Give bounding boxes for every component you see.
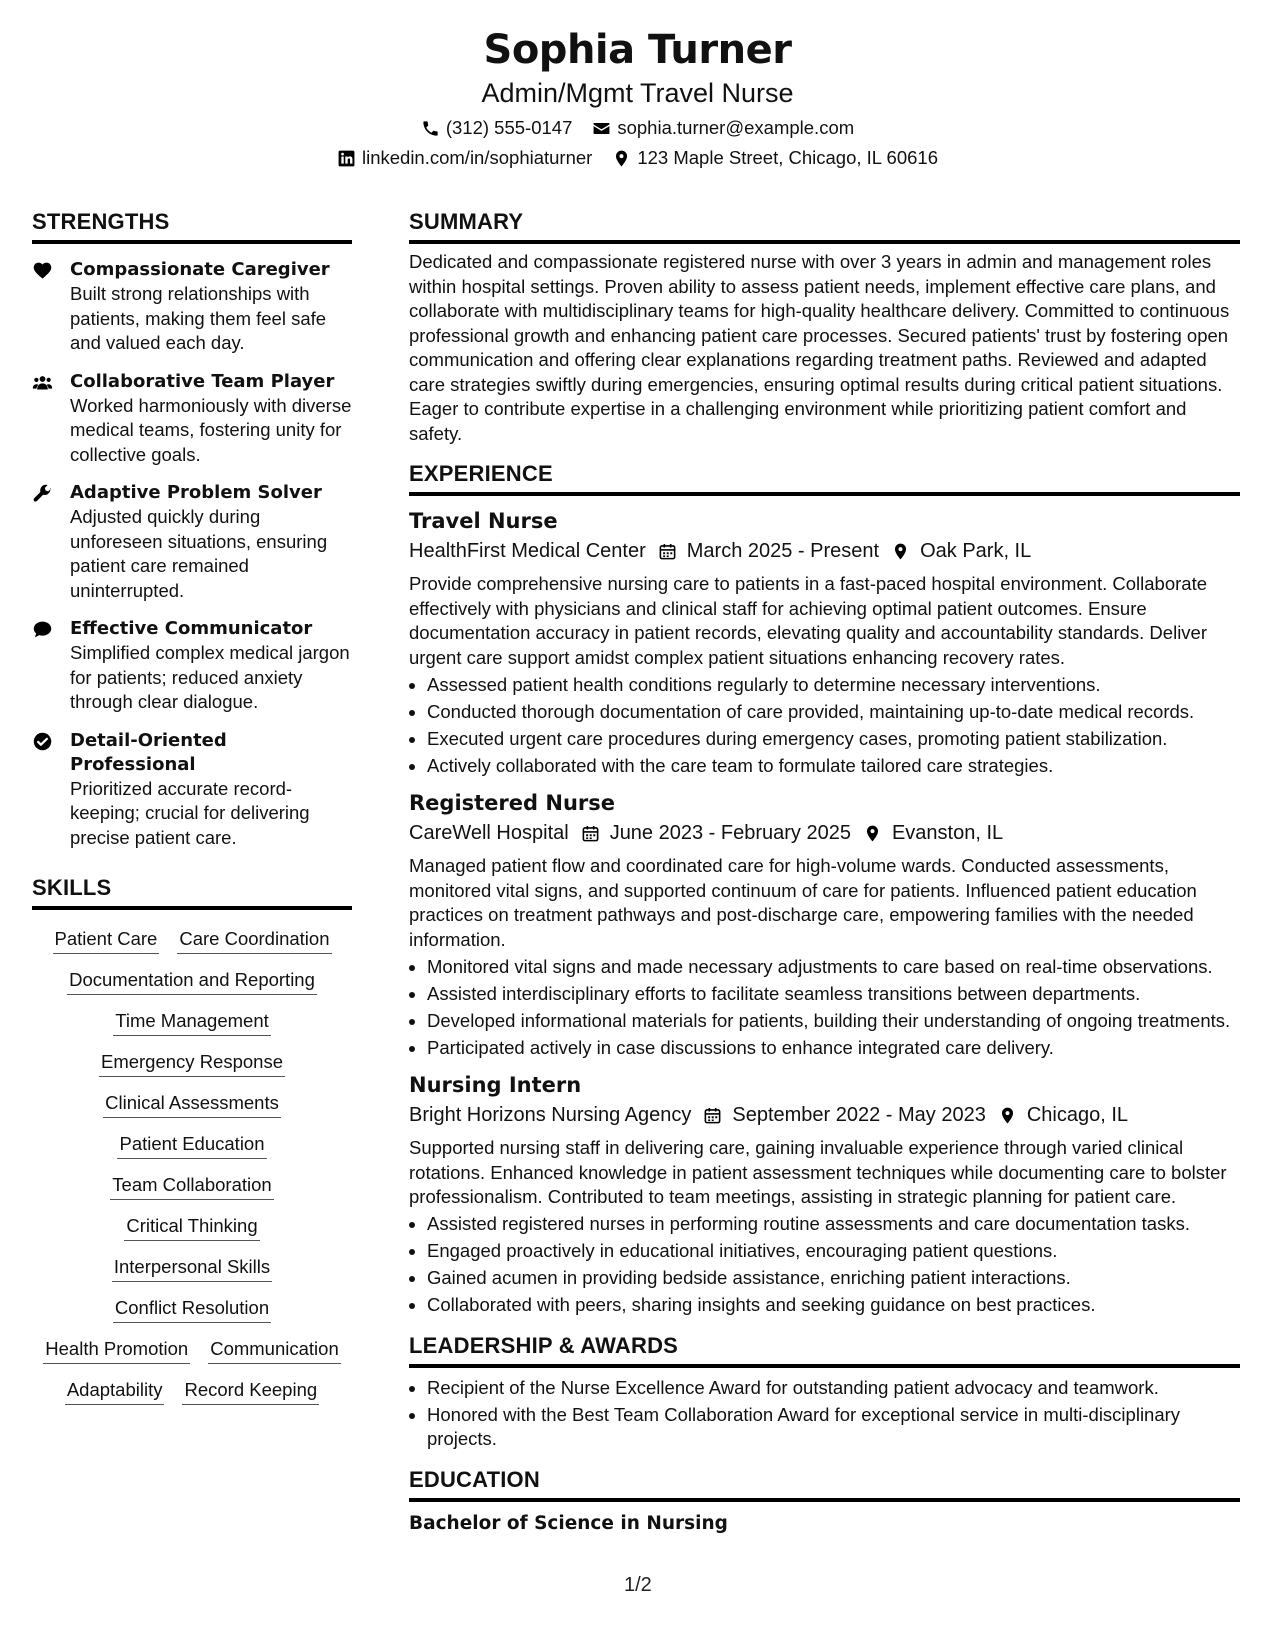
job-bullet: • Assisted registered nurses in performing routine assessments and care documentation tasks.: [427, 1212, 1240, 1237]
experience-section: [409, 460, 1240, 1318]
job-location: Oak Park, IL: [920, 540, 1032, 562]
skill-tag: Record Keeping: [182, 1377, 319, 1405]
job-bullets: [409, 673, 1240, 779]
job-meta: [409, 1100, 1240, 1130]
job-bullet: • Gained acumen in providing bedside assistance, enriching patient interactions.: [427, 1266, 1240, 1291]
experience-heading: EXPERIENCE: [409, 461, 553, 486]
award-item: • Recipient of the Nurse Excellence Award for outstanding patient advocacy and teamwork.: [427, 1376, 1240, 1401]
job-entry: [409, 506, 1240, 778]
strength-title: Effective Communicator: [70, 618, 313, 639]
section-divider: [32, 240, 352, 244]
job-title: Travel Nurse: [409, 509, 558, 533]
email-contact[interactable]: [592, 116, 854, 140]
skill-tag: Health Promotion: [43, 1336, 190, 1364]
skill-tag: Team Collaboration: [110, 1172, 273, 1200]
strength-desc: Worked harmoniously with diverse medical teams, fostering unity for collective goals.: [70, 394, 352, 465]
left-column: [32, 208, 352, 1405]
skill-tag: Communication: [208, 1336, 341, 1364]
skill-tag: Conflict Resolution: [113, 1295, 271, 1323]
strength-desc: Prioritized accurate record-keeping; crucial for delivering precise patient care.: [70, 777, 310, 848]
contact-row-1: [0, 116, 1275, 140]
speech-bubble-icon: [32, 619, 53, 640]
education-section: [409, 1466, 1240, 1536]
envelope-icon: [592, 119, 611, 138]
map-pin-icon: [612, 149, 631, 168]
skill-tag: Patient Education: [117, 1131, 266, 1159]
calendar-icon: [581, 824, 600, 843]
skill-tag: Adaptability: [65, 1377, 165, 1405]
skills-list: [32, 918, 352, 1405]
strength-title: Collaborative Team Player: [70, 370, 335, 392]
job-bullet: • Monitored vital signs and made necessary adjustments to care based on real-time observations.: [427, 955, 1240, 980]
skill-tag: Emergency Response: [99, 1049, 285, 1077]
phone-icon: [421, 119, 440, 138]
strength-item: [32, 481, 352, 603]
skill-tag: Interpersonal Skills: [112, 1254, 272, 1282]
section-divider: [409, 492, 1240, 496]
section-divider: [409, 240, 1240, 244]
skills-heading: SKILLS: [32, 875, 112, 900]
linkedin-contact[interactable]: [337, 146, 592, 170]
map-pin-icon: [998, 1106, 1017, 1125]
heart-icon: [32, 260, 53, 281]
job-bullet: • Assisted interdisciplinary efforts to facilitate seamless transitions between departments.: [427, 982, 1240, 1007]
strength-desc: Built strong relationships with patients, making them feel safe and valued each day.: [70, 283, 327, 353]
leadership-heading: LEADERSHIP & AWARDS: [409, 1332, 679, 1358]
job-bullet: • Engaged proactively in educational initiatives, encouraging patient questions.: [427, 1239, 1240, 1264]
strength-title: Detail-Oriented Professional: [70, 729, 227, 775]
strengths-heading: STRENGTHS: [32, 209, 170, 234]
strength-title: Compassionate Caregiver: [70, 259, 330, 280]
strength-item: [32, 617, 352, 715]
linkedin-text: linkedin.com/in/sophiaturner: [361, 147, 593, 168]
skill-tag: Clinical Assessments: [103, 1090, 281, 1118]
skill-tag: Time Management: [113, 1008, 271, 1036]
strength-item: [32, 729, 352, 851]
skill-tag: Critical Thinking: [124, 1213, 259, 1241]
job-company: HealthFirst Medical Center: [409, 540, 646, 562]
job-entry: [409, 1070, 1240, 1318]
job-dates: September 2022 - May 2023: [732, 1104, 986, 1126]
calendar-icon: [658, 542, 677, 561]
job-entry: [409, 788, 1240, 1060]
address-text: 123 Maple Street, Chicago, IL 60616: [637, 147, 938, 168]
section-divider: [32, 906, 352, 910]
job-bullet: • Conducted thorough documentation of care provided, maintaining up-to-date medical records.: [427, 700, 1240, 725]
job-bullets: [409, 1212, 1240, 1318]
job-bullet: • Collaborated with peers, sharing insights and seeking guidance on best practices.: [427, 1293, 1240, 1318]
wrench-icon: [32, 483, 53, 504]
job-location: Evanston, IL: [891, 822, 1004, 844]
summary-heading: SUMMARY: [409, 209, 524, 234]
check-circle-icon: [32, 731, 53, 752]
job-company: CareWell Hospital: [409, 822, 569, 844]
linkedin-icon: [337, 149, 356, 168]
skill-tag: Care Coordination: [177, 926, 331, 954]
page-number: 1/2: [624, 1574, 652, 1596]
skill-tag: Documentation and Reporting: [67, 967, 317, 995]
strength-desc: Simplified complex medical jargon for patients; reduced anxiety through clear dialogue.: [70, 642, 350, 712]
job-bullet: • Executed urgent care procedures during emergency cases, promoting patient stabilization.: [427, 727, 1240, 752]
right-column: [409, 208, 1240, 1536]
candidate-name: Sophia Turner: [483, 27, 792, 73]
job-bullet: • Participated actively in case discussions to enhance integrated care delivery.: [427, 1036, 1240, 1061]
map-pin-icon: [891, 542, 910, 561]
section-divider: [409, 1498, 1240, 1502]
candidate-role: Admin/Mgmt Travel Nurse: [481, 78, 794, 108]
job-meta: [409, 536, 1240, 566]
job-bullet: • Assessed patient health conditions regularly to determine necessary interventions.: [427, 673, 1240, 698]
job-description: Provide comprehensive nursing care to patients in a fast-paced hospital environment. Collaborate effectively with physicians and clinical staff for achieving optimal patient outcomes. Ensure documentation accuracy in patient records, elevating quality and accountability standards. Deliver urgent care support amidst complex patient situations enhancing recovery rates.: [409, 573, 1208, 668]
resume-header: [0, 24, 1275, 170]
section-divider: [409, 1364, 1240, 1368]
job-dates: June 2023 - February 2025: [609, 822, 851, 844]
job-title: Registered Nurse: [409, 791, 615, 815]
summary-text: Dedicated and compassionate registered nurse with over 3 years in admin and management roles within hospital settings. Proven ability to assess patient needs, implement effective care plans, and collaborate with multidisciplinary teams for high-quality healthcare delivery. Committed to continuous professional growth and enhancing patient care processes. Secured patients' trust by fostering open communication and offering clear explanations regarding treatment paths. Reviewed and adapted care strategies swiftly during emergencies, ensuring optimal results during critical patient situations. Eager to contribute expertise in a challenging environment while prioritizing patient comfort and safety.: [409, 251, 1230, 444]
users-icon: [32, 372, 53, 393]
skill-tag: Patient Care: [53, 926, 160, 954]
award-list: [409, 1376, 1240, 1452]
job-company: Bright Horizons Nursing Agency: [409, 1104, 692, 1126]
strength-desc: Adjusted quickly during unforeseen situations, ensuring patient care remained uninterrupted.: [70, 506, 328, 601]
phone-contact: [421, 116, 573, 140]
job-description: Managed patient flow and coordinated care for high-volume wards. Conducted assessments, monitored vital signs, and supported continuum of care for patients. Influenced patient education practices on treatment pathways and post-discharge care, empowering families with the needed information.: [409, 855, 1197, 950]
award-item: • Honored with the Best Team Collaboration Award for exceptional service in multi-disciplinary projects.: [427, 1403, 1240, 1452]
leadership-section: [409, 1332, 1240, 1452]
strength-title: Adaptive Problem Solver: [70, 482, 322, 503]
job-bullets: [409, 955, 1240, 1061]
degree-title: Bachelor of Science in Nursing: [409, 1512, 728, 1534]
job-meta: [409, 818, 1240, 848]
address-contact: [612, 146, 938, 170]
education-heading: EDUCATION: [409, 1466, 540, 1492]
map-pin-icon: [863, 824, 882, 843]
calendar-icon: [703, 1106, 722, 1125]
job-description: Supported nursing staff in delivering care, gaining invaluable experience through varied clinical rotations. Enhanced knowledge in patient assessment techniques while documenting care to bolster professionalism. Contributed to team meetings, assisting in strategic planning for patient care.: [409, 1137, 1227, 1207]
job-bullet: • Developed informational materials for patients, building their understanding of ongoing treatments.: [427, 1009, 1240, 1034]
job-bullet: • Actively collaborated with the care team to formulate tailored care strategies.: [427, 754, 1240, 779]
email-text: sophia.turner@example.com: [617, 117, 855, 138]
job-dates: March 2025 - Present: [686, 540, 880, 562]
job-title: Nursing Intern: [409, 1073, 582, 1097]
strength-item: [32, 370, 352, 468]
job-location: Chicago, IL: [1026, 1104, 1129, 1126]
contact-row-2: [0, 146, 1275, 170]
phone-text: (312) 555-0147: [445, 117, 573, 138]
strength-item: [32, 258, 352, 356]
